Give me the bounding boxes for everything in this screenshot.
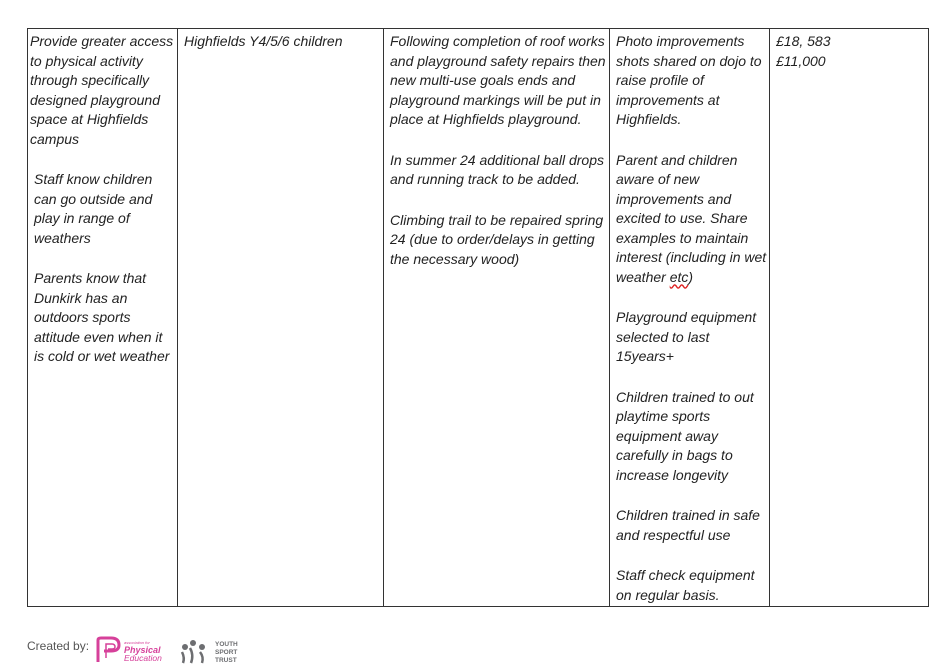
sports-premium-table — [27, 28, 929, 607]
afpe-logo — [95, 636, 175, 664]
created-by-label: Created by: — [27, 639, 90, 653]
impact-text: Children trained in safe and respectful use — [616, 507, 760, 543]
intent-text: Parents know that Dunkirk has an outdoors sports attitude even when it is cold or wet weather — [34, 270, 170, 364]
impact-text: Photo improvements shots shared on dojo to raise profile of improvements at Highfields. — [616, 33, 762, 127]
implementation-text: In summer 24 additional ball drops and running track to be added. — [390, 151, 605, 187]
funding-amount: £18, 583 — [776, 33, 831, 49]
svg-text:Education: Education — [124, 653, 162, 663]
impact-text: Parent and children aware of new improvements and excited to use. Share examples to maintain interest (including in wet weather etc) — [616, 151, 767, 285]
impact-text: Staff check equipment on regular basis. — [616, 567, 755, 603]
youth-sport-trust-logo — [180, 638, 250, 664]
funding-cell — [770, 29, 929, 607]
table-row — [28, 29, 929, 607]
impact-cell — [610, 29, 770, 607]
target-group-text: Highfields Y4/5/6 children — [184, 33, 343, 49]
impact-text: Playground equipment selected to last 15years+ — [616, 309, 757, 364]
svg-text:Physical: Physical — [124, 645, 161, 655]
impact-text: Children trained to out playtime sports equipment away carefully in bags to increase longevity — [616, 388, 754, 483]
page-footer — [27, 636, 287, 666]
svg-text:SPORT: SPORT — [215, 649, 238, 656]
svg-text:YOUTH: YOUTH — [215, 641, 238, 648]
implementation-text: Following completion of roof works and playground safety repairs then new multi-use goals ends and playground markings will be put in place at Highfields playground. — [390, 33, 606, 127]
spelling-flag: etc — [669, 268, 689, 285]
target-group-cell — [178, 29, 384, 607]
implementation-text: Climbing trail to be repaired spring 24 (due to order/delays in getting the necessary wood) — [390, 211, 604, 267]
svg-text:TRUST: TRUST — [215, 657, 237, 664]
intent-text: Staff know children can go outside and play in range of weathers — [34, 171, 153, 246]
funding-amount: £11,000 — [776, 52, 826, 69]
intent-cell — [28, 29, 178, 607]
svg-text:association for: association for — [124, 640, 150, 645]
implementation-cell — [384, 29, 610, 607]
intent-text: Provide greater access to physical activity through specifically designed playground space at Highfields campus — [30, 33, 174, 147]
